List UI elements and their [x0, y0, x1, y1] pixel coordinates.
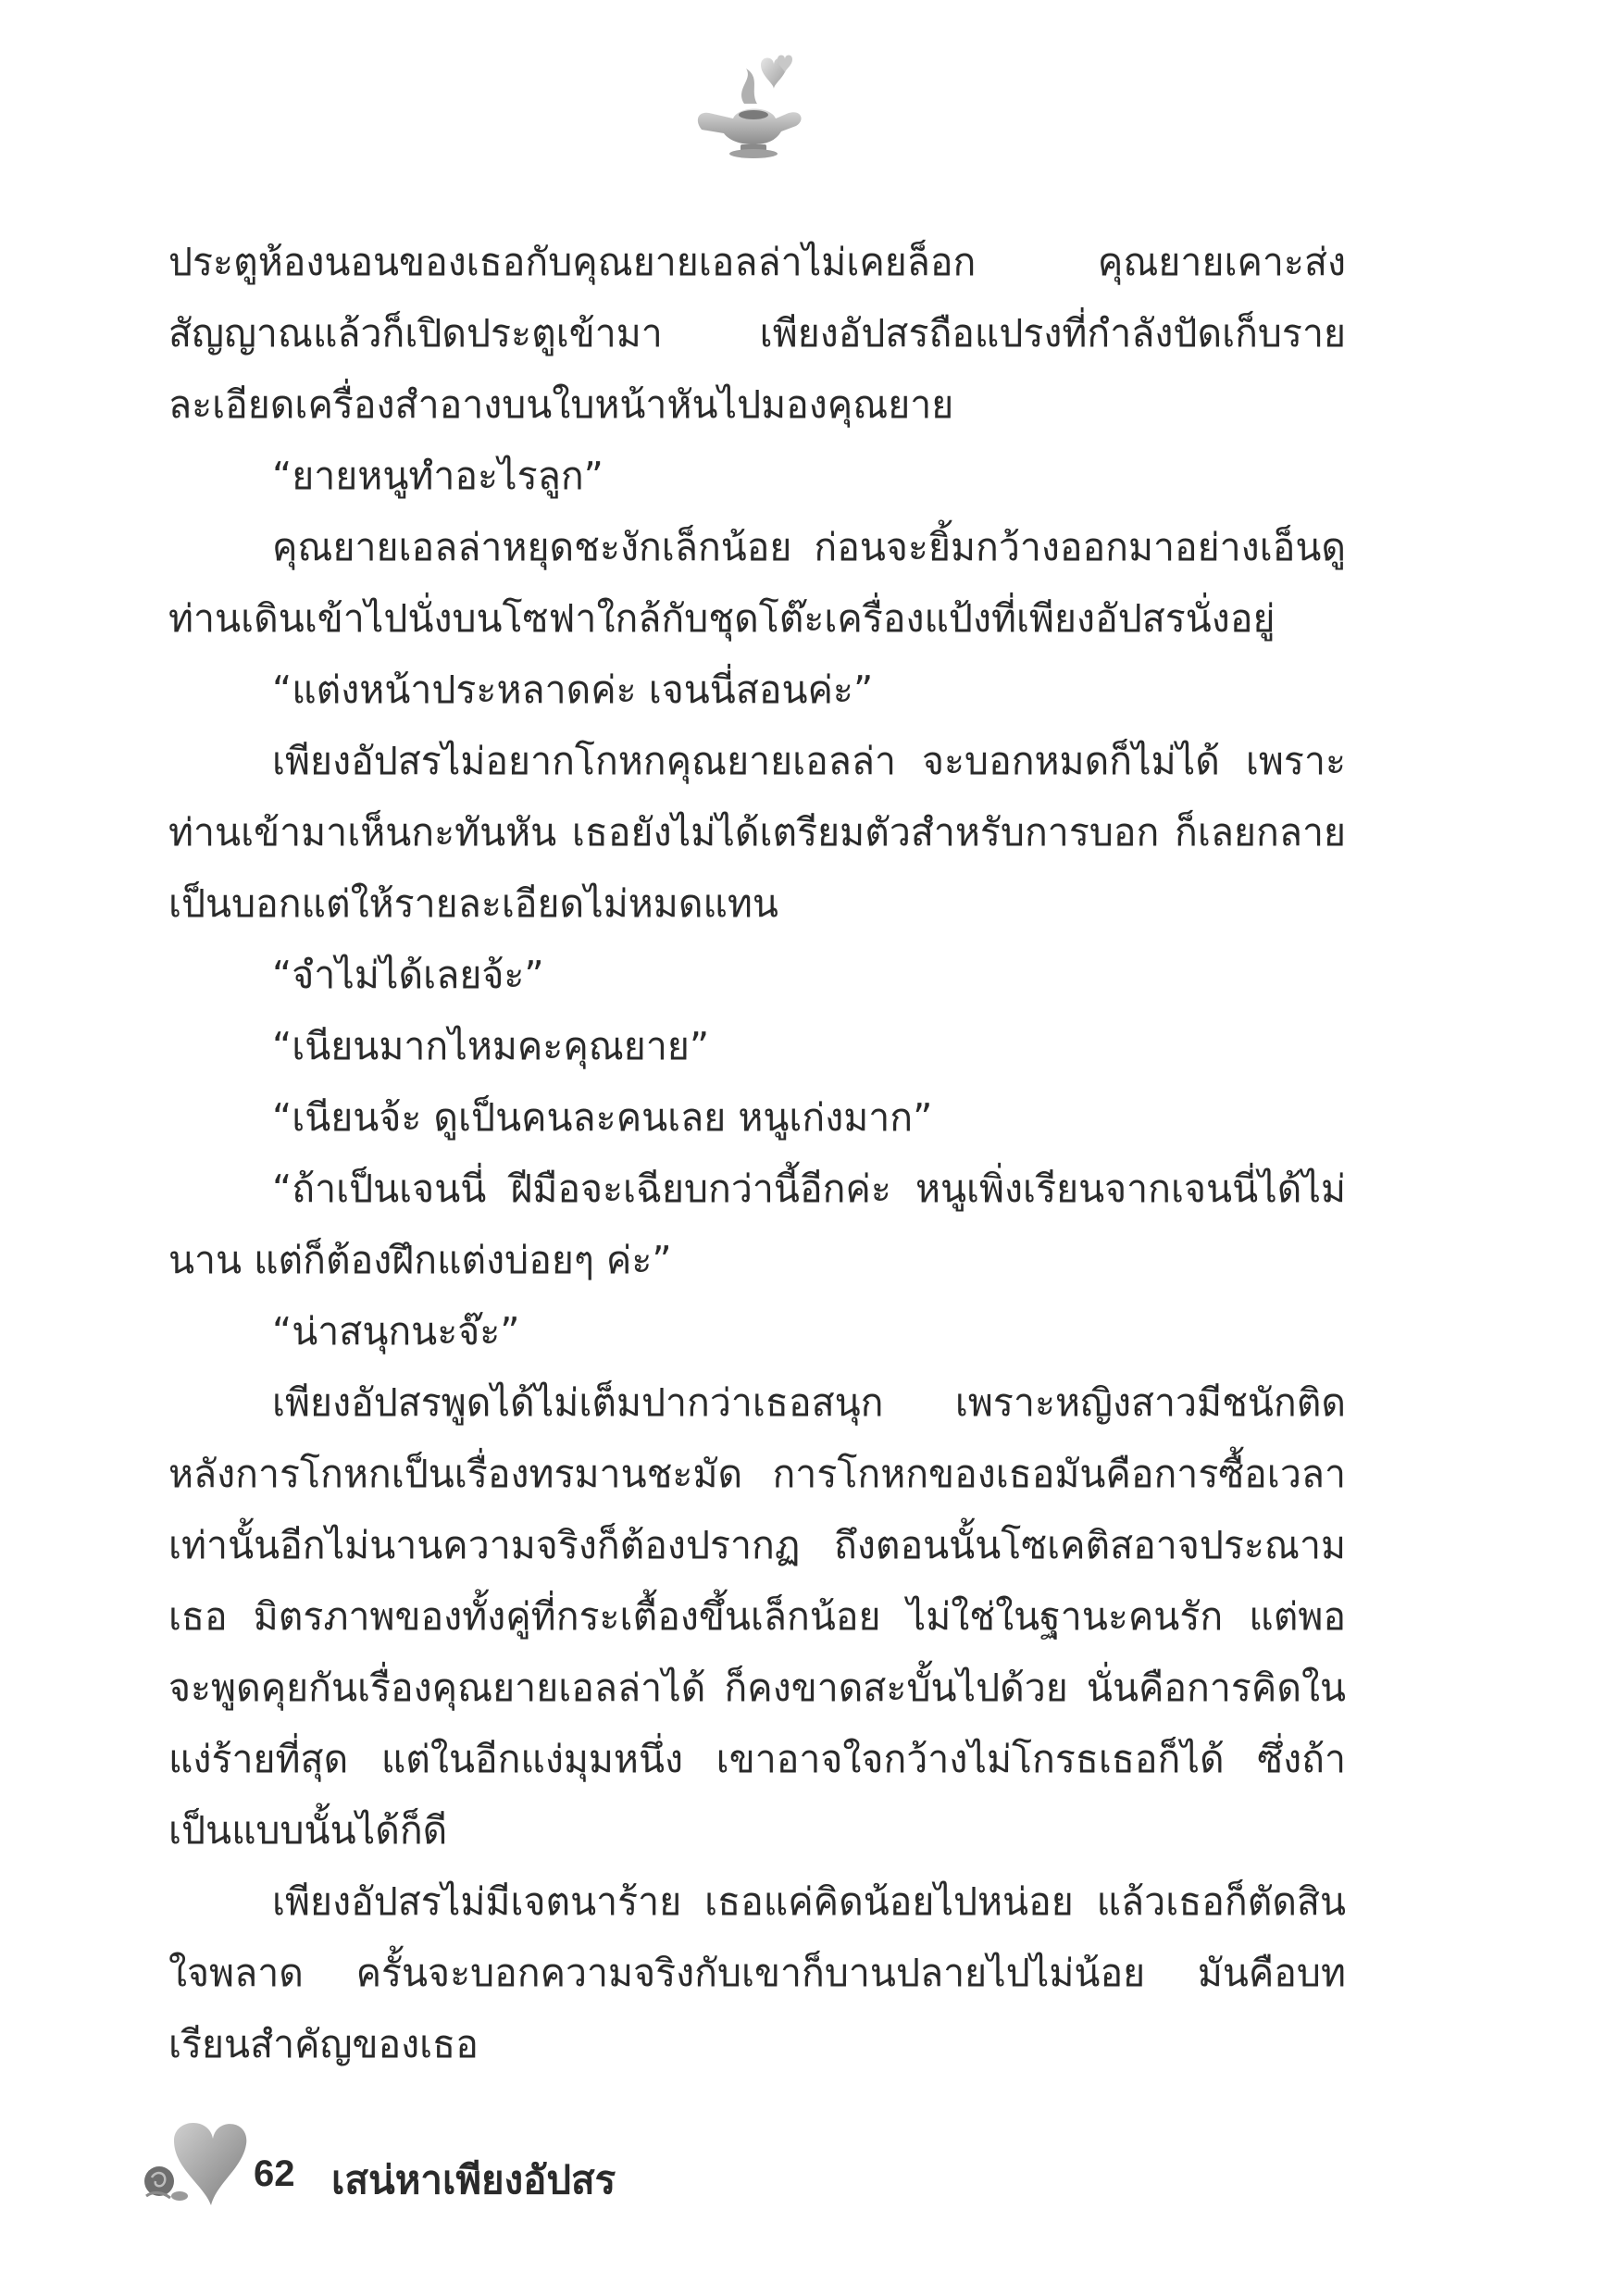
chapter-body-text: [168, 227, 1346, 2088]
paragraph: เพียงอัปสรไม่อยากโกหกคุณยายเอลล่า จะบอกหมดก็ไม่ได้ เพราะท่านเข้ามาเห็นกะทันหัน เธอยังไม่ได้เตรียมตัวสำหรับการบอก ก็เลยกลายเป็นบอกแต่ให้รายละเอียดไม่หมดแทน: [168, 739, 1346, 926]
paragraph: “เนียนมากไหมคะคุณยาย”: [272, 1024, 710, 1068]
paragraph: “จำไม่ได้เลยจ้ะ”: [272, 953, 544, 997]
paragraph: เพียงอัปสรพูดได้ไม่เต็มปากว่าเธอสนุก เพราะหญิงสาวมีชนักติดหลังการโกหกเป็นเรื่องทรมานชะมัด การโกหกของเธอมันคือการซื้อเวลาเท่านั้นอีกไม่นานความจริงก็ต้องปรากฏ ถึงตอนนั้นโซเคติสอาจประณามเธอ มิตรภาพของทั้งคู่ที่กระเตื้องขึ้นเล็กน้อย ไม่ใช่ในฐานะคนรัก แต่พอจะพูดคุยกันเรื่องคุณยายเอลล่าได้ ก็คงขาดสะบั้นไปด้วย นั่นคือการคิดในแง่ร้ายที่สุด แต่ในอีกแง่มุมหนึ่ง เขาอาจใจกว้างไม่โกรธเธอก็ได้ ซึ่งถ้าเป็นแบบนั้นได้ก็ดี: [168, 1380, 1346, 1853]
genie-lamp-with-hearts-icon: [689, 52, 809, 161]
paragraph: คุณยายเอลล่าหยุดชะงักเล็กน้อย ก่อนจะยิ้มกว้างออกมาอย่างเอ็นดู ท่านเดินเข้าไปนั่งบนโซฟาใกล้กับชุดโต๊ะเครื่องแป้งที่เพียงอัปสรนั่งอยู่: [168, 525, 1346, 641]
paragraph: “เนียนจ้ะ ดูเป็นคนละคนเลย หนูเก่งมาก”: [272, 1095, 933, 1140]
paragraph: “น่าสนุกนะจ๊ะ”: [272, 1309, 520, 1354]
paragraph: ประตูห้องนอนของเธอกับคุณยายเอลล่าไม่เคยล็อก คุณยายเคาะส่งสัญญาณแล้วก็เปิดประตูเข้ามา เพียงอัปสรถือแปรงที่กำลังปัดเก็บรายละเอียดเครื่องสำอางบนใบหน้าหันไปมองคุณยาย: [168, 240, 1346, 427]
paragraph: “แต่งหน้าประหลาดค่ะ เจนนี่สอนค่ะ”: [272, 668, 874, 712]
book-title: เสน่หาเพียงอัปสร: [331, 2157, 616, 2202]
paragraph: “ยายหนูทำอะไรลูก”: [272, 454, 604, 498]
paragraph: เพียงอัปสรไม่มีเจตนาร้าย เธอแค่คิดน้อยไปหน่อย แล้วเธอก็ตัดสินใจพลาด ครั้นจะบอกความจริงกับเขาก็บานปลายไปไม่น้อย มันคือบทเรียนสำคัญของเธอ: [168, 1879, 1346, 2066]
page-footer: [139, 2113, 787, 2215]
heart-with-rose-icon: [139, 2113, 250, 2210]
page-number: 62: [254, 2153, 295, 2194]
paragraph: “ถ้าเป็นเจนนี่ ฝีมือจะเฉียบกว่านี้อีกค่ะ หนูเพิ่งเรียนจากเจนนี่ได้ไม่นาน แต่ก็ต้องฝึกแต่งบ่อยๆ ค่ะ”: [168, 1167, 1346, 1282]
